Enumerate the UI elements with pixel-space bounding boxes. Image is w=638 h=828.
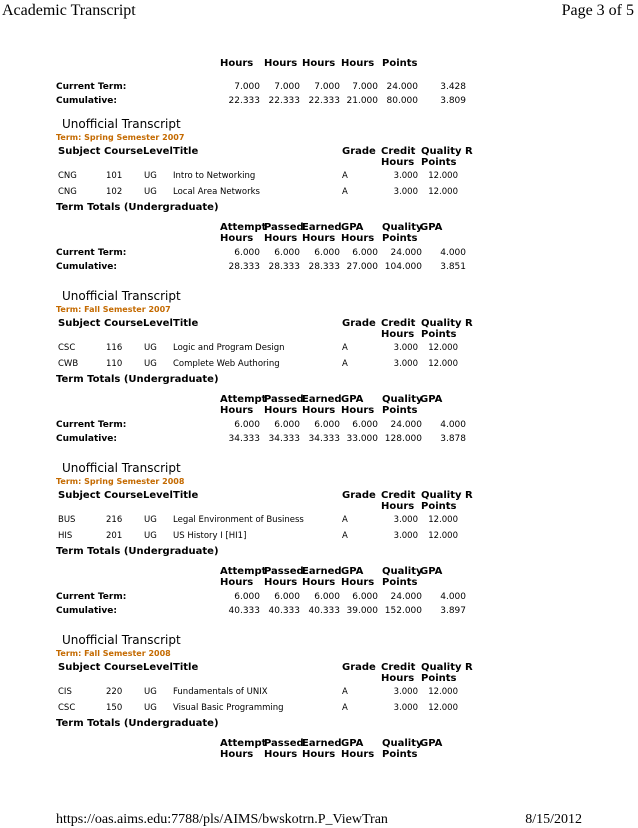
term-block	[56, 460, 476, 618]
cell: 40.333	[308, 606, 340, 616]
totals-col-header: Attempt Hours	[220, 738, 267, 760]
cumulative-row	[56, 260, 476, 274]
cell: 6.000	[234, 248, 260, 258]
col-subject: Subject	[58, 318, 101, 329]
cumulative-row	[56, 432, 476, 446]
col-title: Title	[173, 490, 199, 501]
col-level: Level	[143, 146, 173, 157]
term-totals-label: Term Totals (Undergraduate)	[56, 374, 219, 385]
course-table-header	[56, 144, 476, 168]
cell: 27.000	[346, 262, 378, 272]
cell: 6.000	[314, 420, 340, 430]
col-grade: Grade	[342, 662, 376, 673]
quality-points: 12.000	[428, 531, 458, 541]
totals-col-header: Passed Hours	[264, 394, 304, 416]
cell: 6.000	[352, 592, 378, 602]
section-title: Unofficial Transcript	[62, 633, 181, 647]
subject: BUS	[58, 515, 76, 525]
subject: CWB	[58, 359, 79, 369]
cell: 3.809	[440, 96, 466, 106]
col-header: Points	[382, 58, 418, 69]
totals-col-header: GPA	[420, 738, 443, 749]
course-table-header	[56, 316, 476, 340]
row-label: Cumulative:	[56, 262, 117, 272]
cell: 22.333	[268, 96, 300, 106]
course-number: 150	[106, 703, 123, 713]
course-number: 220	[106, 687, 123, 697]
grade: A	[342, 515, 348, 525]
col-quality: Quality R Points	[421, 662, 473, 684]
col-credit: Credit Hours	[381, 318, 416, 340]
course-number: 216	[106, 515, 123, 525]
col-course: Course	[104, 662, 143, 673]
cell: 22.333	[228, 96, 260, 106]
subject: CSC	[58, 343, 76, 353]
col-header: Hours	[302, 58, 336, 69]
course-title: Fundamentals of UNIX	[173, 687, 268, 697]
grade: A	[342, 531, 348, 541]
col-title: Title	[173, 318, 199, 329]
cell: 24.000	[390, 248, 422, 258]
credit-hours: 3.000	[393, 531, 418, 541]
level: UG	[144, 531, 157, 541]
course-number: 101	[106, 171, 123, 181]
course-title: Local Area Networks	[173, 187, 260, 197]
cell: 3.897	[440, 606, 466, 616]
cell: 6.000	[234, 420, 260, 430]
course-row	[56, 168, 476, 184]
row-label: Cumulative:	[56, 606, 117, 616]
cell: 40.333	[268, 606, 300, 616]
course-row	[56, 184, 476, 200]
current-row	[56, 418, 476, 432]
quality-points: 12.000	[428, 515, 458, 525]
cumulative-row	[56, 94, 476, 108]
col-grade: Grade	[342, 318, 376, 329]
col-level: Level	[143, 662, 173, 673]
course-title: Logic and Program Design	[173, 343, 285, 353]
row-label: Current Term:	[56, 420, 127, 430]
cell: 24.000	[386, 82, 418, 92]
credit-hours: 3.000	[393, 703, 418, 713]
level: UG	[144, 687, 157, 697]
totals-col-header: Earned Hours	[302, 738, 342, 760]
current-row	[56, 246, 476, 260]
cell: 4.000	[440, 592, 466, 602]
course-number: 116	[106, 343, 123, 353]
level: UG	[144, 703, 157, 713]
col-course: Course	[104, 146, 143, 157]
cell: 40.333	[228, 606, 260, 616]
totals-col-header: GPA	[420, 566, 443, 577]
cell: 28.333	[228, 262, 260, 272]
level: UG	[144, 171, 157, 181]
subject: HIS	[58, 531, 73, 541]
totals-col-header: Passed Hours	[264, 222, 304, 244]
cell: 7.000	[234, 82, 260, 92]
cumulative-row	[56, 604, 476, 618]
page-number: Page 3 of 5	[561, 2, 634, 19]
document-title: Academic Transcript	[2, 2, 136, 19]
cell: 28.333	[308, 262, 340, 272]
col-title: Title	[173, 662, 199, 673]
course-title: Intro to Networking	[173, 171, 256, 181]
course-table-header	[56, 660, 476, 684]
quality-points: 12.000	[428, 687, 458, 697]
subject: CNG	[58, 187, 77, 197]
col-quality: Quality R Points	[421, 318, 473, 340]
section-title: Unofficial Transcript	[62, 461, 181, 475]
term-block	[56, 116, 476, 274]
course-title: US History I [HI1]	[173, 531, 247, 541]
cell: 34.333	[228, 434, 260, 444]
totals-col-header: Attempt Hours	[220, 394, 267, 416]
totals-col-header: Quality Points	[382, 566, 423, 588]
col-level: Level	[143, 490, 173, 501]
totals-header	[56, 222, 476, 246]
row-label: Current Term:	[56, 592, 127, 602]
row-label: Cumulative:	[56, 96, 117, 106]
cell: 6.000	[274, 248, 300, 258]
course-row	[56, 340, 476, 356]
term-label: Term: Fall Semester 2007	[56, 305, 171, 314]
totals-col-header: Earned Hours	[302, 566, 342, 588]
cell: 21.000	[346, 96, 378, 106]
col-course: Course	[104, 490, 143, 501]
term-totals-label: Term Totals (Undergraduate)	[56, 546, 219, 557]
cell: 28.333	[268, 262, 300, 272]
totals-header	[56, 566, 476, 590]
course-title: Visual Basic Programming	[173, 703, 284, 713]
grade: A	[342, 171, 348, 181]
quality-points: 12.000	[428, 343, 458, 353]
col-level: Level	[143, 318, 173, 329]
cell: 6.000	[274, 420, 300, 430]
totals-col-header: Earned Hours	[302, 394, 342, 416]
cell: 3.851	[440, 262, 466, 272]
totals-col-header: GPA Hours	[341, 394, 375, 416]
row-label: Current Term:	[56, 82, 127, 92]
col-subject: Subject	[58, 146, 101, 157]
totals-col-header: GPA Hours	[341, 566, 375, 588]
totals-col-header: Quality Points	[382, 738, 423, 760]
level: UG	[144, 359, 157, 369]
col-subject: Subject	[58, 662, 101, 673]
col-header: Hours	[220, 58, 254, 69]
course-number: 110	[106, 359, 123, 369]
totals-col-header: Passed Hours	[264, 566, 304, 588]
term-label: Term: Fall Semester 2008	[56, 649, 171, 658]
cell: 7.000	[274, 82, 300, 92]
course-row	[56, 512, 476, 528]
totals-col-header: Quality Points	[382, 394, 423, 416]
course-row	[56, 528, 476, 544]
current-row	[56, 590, 476, 604]
cell: 7.000	[314, 82, 340, 92]
term-block	[56, 288, 476, 446]
totals-col-header: Earned Hours	[302, 222, 342, 244]
row-label: Cumulative:	[56, 434, 117, 444]
totals-col-header: GPA Hours	[341, 222, 375, 244]
cell: 24.000	[390, 420, 422, 430]
footer-date: 8/15/2012	[525, 812, 582, 827]
term-totals-label: Term Totals (Undergraduate)	[56, 718, 219, 729]
cell: 128.000	[384, 434, 422, 444]
credit-hours: 3.000	[393, 687, 418, 697]
col-header: Hours	[264, 58, 298, 69]
cell: 3.878	[440, 434, 466, 444]
cell: 33.000	[346, 434, 378, 444]
subject: CNG	[58, 171, 77, 181]
cell: 4.000	[440, 420, 466, 430]
cell: 34.333	[308, 434, 340, 444]
cell: 3.428	[440, 82, 466, 92]
course-row	[56, 684, 476, 700]
course-table-header	[56, 488, 476, 512]
subject: CSC	[58, 703, 76, 713]
level: UG	[144, 187, 157, 197]
col-credit: Credit Hours	[381, 490, 416, 512]
cell: 22.333	[308, 96, 340, 106]
term-block	[56, 632, 476, 762]
col-grade: Grade	[342, 490, 376, 501]
cell: 6.000	[352, 420, 378, 430]
cell: 152.000	[384, 606, 422, 616]
current-term-row	[56, 80, 476, 94]
credit-hours: 3.000	[393, 187, 418, 197]
quality-points: 12.000	[428, 359, 458, 369]
top-summary	[56, 58, 476, 108]
grade: A	[342, 343, 348, 353]
credit-hours: 3.000	[393, 171, 418, 181]
credit-hours: 3.000	[393, 343, 418, 353]
level: UG	[144, 515, 157, 525]
totals-col-header: GPA	[420, 394, 443, 405]
col-credit: Credit Hours	[381, 662, 416, 684]
col-title: Title	[173, 146, 199, 157]
cell: 6.000	[352, 248, 378, 258]
col-quality: Quality R Points	[421, 146, 473, 168]
grade: A	[342, 359, 348, 369]
course-row	[56, 356, 476, 372]
col-credit: Credit Hours	[381, 146, 416, 168]
cell: 6.000	[314, 248, 340, 258]
cell: 80.000	[386, 96, 418, 106]
totals-col-header: Quality Points	[382, 222, 423, 244]
cell: 24.000	[390, 592, 422, 602]
row-label: Current Term:	[56, 248, 127, 258]
col-course: Course	[104, 318, 143, 329]
course-number: 201	[106, 531, 123, 541]
quality-points: 12.000	[428, 703, 458, 713]
cell: 6.000	[314, 592, 340, 602]
course-title: Complete Web Authoring	[173, 359, 280, 369]
quality-points: 12.000	[428, 187, 458, 197]
top-summary-header	[56, 58, 476, 80]
credit-hours: 3.000	[393, 359, 418, 369]
totals-col-header: Attempt Hours	[220, 566, 267, 588]
course-number: 102	[106, 187, 123, 197]
cell: 6.000	[234, 592, 260, 602]
col-quality: Quality R Points	[421, 490, 473, 512]
credit-hours: 3.000	[393, 515, 418, 525]
totals-col-header: Passed Hours	[264, 738, 304, 760]
cell: 7.000	[352, 82, 378, 92]
term-label: Term: Spring Semester 2008	[56, 477, 185, 486]
term-totals-label: Term Totals (Undergraduate)	[56, 202, 219, 213]
grade: A	[342, 187, 348, 197]
subject: CIS	[58, 687, 72, 697]
cell: 6.000	[274, 592, 300, 602]
totals-col-header: GPA Hours	[341, 738, 375, 760]
grade: A	[342, 703, 348, 713]
footer-url: https://oas.aims.edu:7788/pls/AIMS/bwskotrn.P_ViewTran	[56, 812, 388, 827]
section-title: Unofficial Transcript	[62, 117, 181, 131]
totals-header	[56, 394, 476, 418]
cell: 39.000	[346, 606, 378, 616]
totals-col-header: Attempt Hours	[220, 222, 267, 244]
cell: 4.000	[440, 248, 466, 258]
col-grade: Grade	[342, 146, 376, 157]
cell: 34.333	[268, 434, 300, 444]
cell: 104.000	[384, 262, 422, 272]
course-title: Legal Environment of Business	[173, 515, 304, 525]
grade: A	[342, 687, 348, 697]
level: UG	[144, 343, 157, 353]
totals-header	[56, 738, 476, 762]
term-label: Term: Spring Semester 2007	[56, 133, 185, 142]
col-header: Hours	[341, 58, 375, 69]
totals-col-header: GPA	[420, 222, 443, 233]
course-row	[56, 700, 476, 716]
col-subject: Subject	[58, 490, 101, 501]
section-title: Unofficial Transcript	[62, 289, 181, 303]
quality-points: 12.000	[428, 171, 458, 181]
